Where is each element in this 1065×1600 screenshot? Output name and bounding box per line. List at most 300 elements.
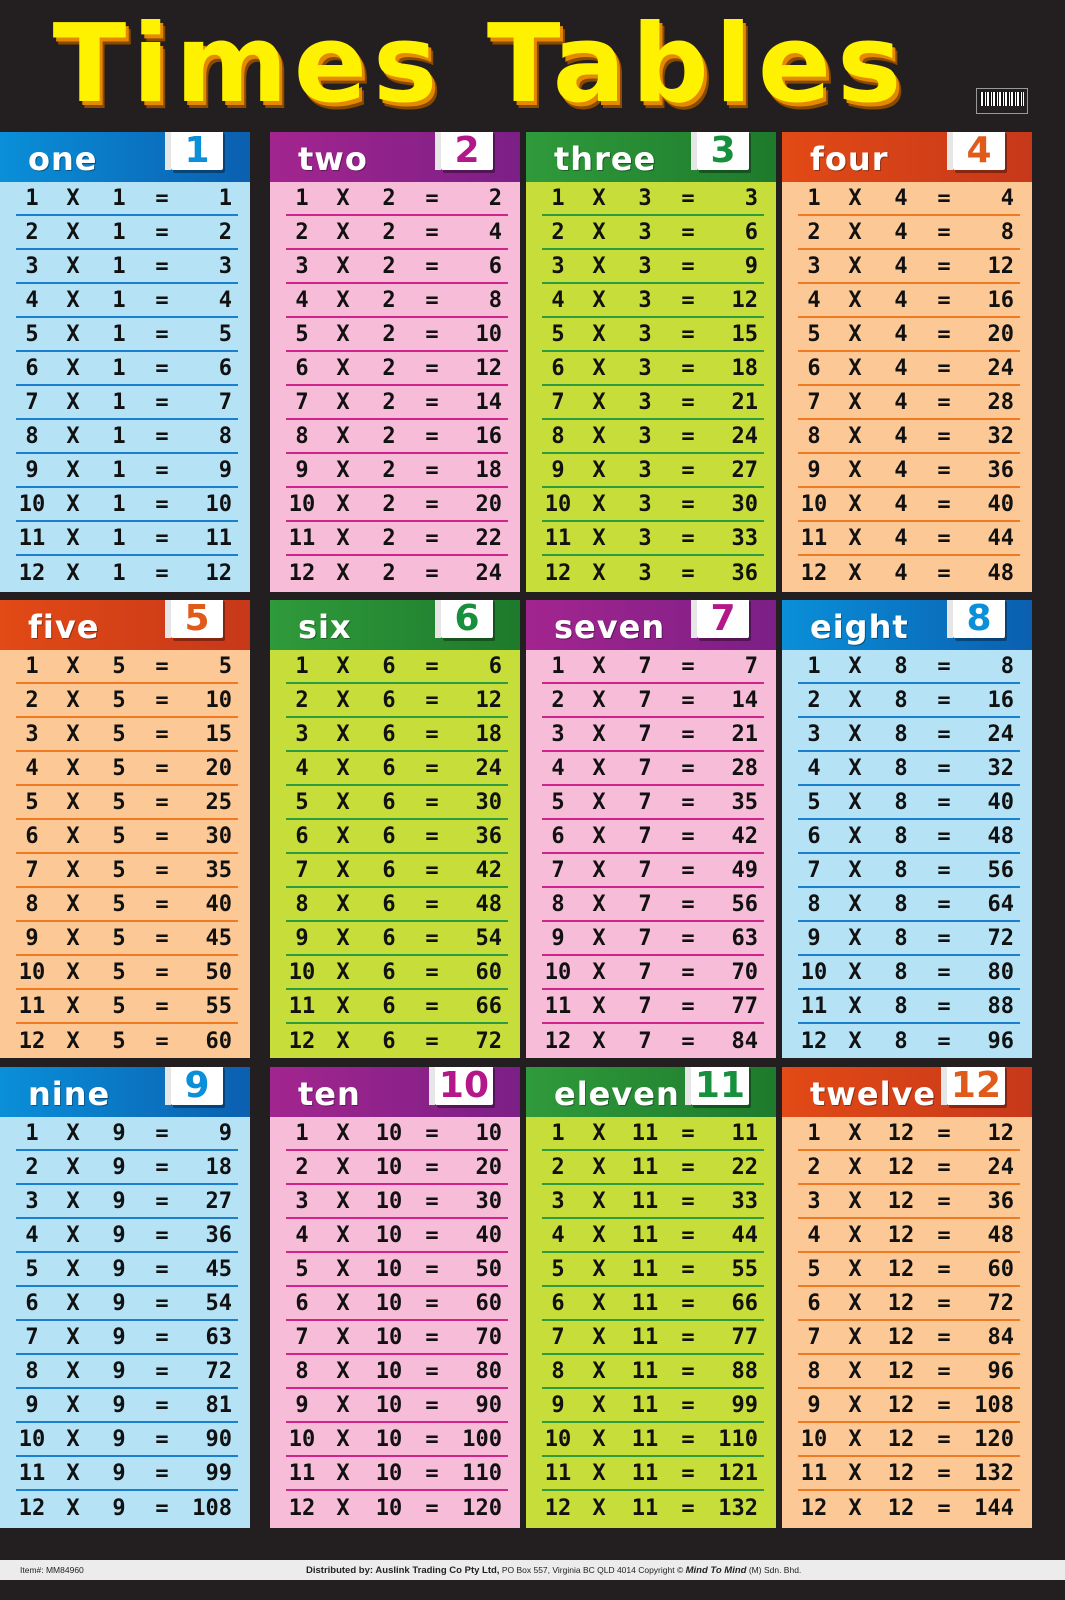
equals-sign: = bbox=[937, 857, 951, 883]
product: 16 bbox=[987, 687, 1014, 713]
product: 20 bbox=[205, 755, 232, 781]
times-sign: X bbox=[848, 721, 862, 747]
times-sign: X bbox=[336, 925, 350, 951]
times-sign: X bbox=[336, 525, 350, 551]
table-row bbox=[542, 318, 764, 352]
multiplier: 7 bbox=[25, 389, 39, 415]
multiplicand: 7 bbox=[638, 891, 652, 917]
table-row bbox=[286, 1151, 508, 1185]
equals-sign: = bbox=[937, 1222, 951, 1248]
times-sign: X bbox=[66, 721, 80, 747]
multiplier: 11 bbox=[18, 1460, 46, 1486]
product: 44 bbox=[731, 1222, 758, 1248]
footer-brand-suffix: (M) Sdn. Bhd. bbox=[748, 1565, 802, 1575]
equals-sign: = bbox=[425, 959, 439, 985]
multiplier: 10 bbox=[288, 491, 316, 517]
times-sign: X bbox=[848, 1256, 862, 1282]
product: 40 bbox=[987, 491, 1014, 517]
product: 18 bbox=[475, 457, 502, 483]
product: 36 bbox=[205, 1222, 232, 1248]
table-row bbox=[798, 1151, 1020, 1185]
times-sign: X bbox=[592, 721, 606, 747]
multiplier: 6 bbox=[807, 355, 821, 381]
multiplicand: 10 bbox=[375, 1290, 403, 1316]
times-sign: X bbox=[66, 253, 80, 279]
multiplier: 7 bbox=[807, 389, 821, 415]
product: 48 bbox=[987, 823, 1014, 849]
multiplicand: 1 bbox=[112, 491, 126, 517]
multiplier: 3 bbox=[551, 721, 565, 747]
equals-sign: = bbox=[155, 1290, 169, 1316]
equals-sign: = bbox=[425, 653, 439, 679]
table-row bbox=[16, 250, 238, 284]
times-sign: X bbox=[592, 1028, 606, 1054]
multiplicand: 6 bbox=[382, 993, 396, 1019]
multiplier: 12 bbox=[18, 1495, 46, 1521]
times-sign: X bbox=[66, 755, 80, 781]
times-sign: X bbox=[66, 823, 80, 849]
equals-sign: = bbox=[425, 219, 439, 245]
footer bbox=[0, 1560, 1065, 1580]
times-sign: X bbox=[592, 857, 606, 883]
table-header bbox=[782, 600, 1032, 650]
multiplicand: 11 bbox=[631, 1256, 659, 1282]
times-sign: X bbox=[66, 1120, 80, 1146]
equals-sign: = bbox=[155, 993, 169, 1019]
multiplier: 3 bbox=[807, 253, 821, 279]
multiplier: 11 bbox=[800, 1460, 828, 1486]
table-row bbox=[798, 786, 1020, 820]
equals-sign: = bbox=[425, 1358, 439, 1384]
multiplier: 8 bbox=[295, 423, 309, 449]
table-number-badge: 2 bbox=[441, 132, 493, 170]
product: 30 bbox=[475, 1188, 502, 1214]
table-row bbox=[798, 718, 1020, 752]
table-row bbox=[542, 990, 764, 1024]
times-sign: X bbox=[848, 959, 862, 985]
product: 72 bbox=[475, 1028, 502, 1054]
product: 6 bbox=[488, 653, 502, 679]
table-body bbox=[782, 1117, 1032, 1528]
table-number-badge: 7 bbox=[697, 600, 749, 638]
table-row bbox=[286, 854, 508, 888]
product: 21 bbox=[731, 389, 758, 415]
times-sign: X bbox=[336, 355, 350, 381]
times-sign: X bbox=[336, 857, 350, 883]
equals-sign: = bbox=[425, 1495, 439, 1521]
multiplier: 8 bbox=[25, 423, 39, 449]
multiplier: 2 bbox=[295, 219, 309, 245]
product: 45 bbox=[205, 1256, 232, 1282]
equals-sign: = bbox=[681, 891, 695, 917]
table-header bbox=[782, 1067, 1032, 1117]
equals-sign: = bbox=[681, 525, 695, 551]
table-word: eleven bbox=[554, 1075, 680, 1113]
table-body bbox=[0, 182, 250, 592]
product: 36 bbox=[731, 560, 758, 586]
multiplier: 9 bbox=[295, 1392, 309, 1418]
times-sign: X bbox=[66, 1358, 80, 1384]
table-row bbox=[798, 454, 1020, 488]
times-sign: X bbox=[336, 491, 350, 517]
times-sign: X bbox=[66, 1290, 80, 1316]
table-row bbox=[286, 922, 508, 956]
multiplicand: 10 bbox=[375, 1222, 403, 1248]
table-row bbox=[286, 284, 508, 318]
multiplicand: 3 bbox=[638, 389, 652, 415]
table-row bbox=[798, 1423, 1020, 1457]
table-row bbox=[16, 820, 238, 854]
table-panel-three bbox=[526, 132, 776, 592]
equals-sign: = bbox=[937, 1188, 951, 1214]
table-row bbox=[16, 718, 238, 752]
times-sign: X bbox=[66, 891, 80, 917]
equals-sign: = bbox=[937, 219, 951, 245]
times-sign: X bbox=[66, 1222, 80, 1248]
multiplicand: 5 bbox=[112, 721, 126, 747]
equals-sign: = bbox=[155, 1028, 169, 1054]
multiplicand: 3 bbox=[638, 491, 652, 517]
table-word: four bbox=[810, 140, 889, 178]
table-panel-six bbox=[270, 600, 520, 1058]
times-sign: X bbox=[66, 687, 80, 713]
multiplicand: 7 bbox=[638, 687, 652, 713]
product: 4 bbox=[1000, 185, 1014, 211]
multiplicand: 10 bbox=[375, 1358, 403, 1384]
multiplier: 11 bbox=[800, 993, 828, 1019]
table-panel-four bbox=[782, 132, 1032, 592]
equals-sign: = bbox=[155, 491, 169, 517]
product: 9 bbox=[744, 253, 758, 279]
product: 22 bbox=[731, 1154, 758, 1180]
multiplicand: 2 bbox=[382, 219, 396, 245]
multiplicand: 7 bbox=[638, 789, 652, 815]
table-row bbox=[542, 1321, 764, 1355]
table-body bbox=[782, 182, 1032, 592]
multiplier: 6 bbox=[551, 355, 565, 381]
equals-sign: = bbox=[937, 1358, 951, 1384]
multiplicand: 3 bbox=[638, 457, 652, 483]
equals-sign: = bbox=[681, 925, 695, 951]
times-sign: X bbox=[592, 1154, 606, 1180]
equals-sign: = bbox=[937, 925, 951, 951]
table-row bbox=[542, 752, 764, 786]
multiplier: 8 bbox=[551, 891, 565, 917]
times-sign: X bbox=[336, 1324, 350, 1350]
product: 44 bbox=[987, 525, 1014, 551]
equals-sign: = bbox=[681, 959, 695, 985]
equals-sign: = bbox=[425, 253, 439, 279]
table-row bbox=[286, 454, 508, 488]
equals-sign: = bbox=[155, 219, 169, 245]
multiplicand: 11 bbox=[631, 1358, 659, 1384]
times-sign: X bbox=[592, 185, 606, 211]
multiplier: 10 bbox=[544, 491, 572, 517]
multiplicand: 4 bbox=[894, 560, 908, 586]
table-word: nine bbox=[28, 1075, 111, 1113]
product: 110 bbox=[718, 1426, 758, 1452]
table-row bbox=[542, 556, 764, 590]
times-sign: X bbox=[66, 491, 80, 517]
product: 66 bbox=[731, 1290, 758, 1316]
table-header bbox=[526, 132, 776, 182]
multiplicand: 1 bbox=[112, 321, 126, 347]
times-sign: X bbox=[336, 1495, 350, 1521]
multiplicand: 7 bbox=[638, 823, 652, 849]
table-row bbox=[286, 250, 508, 284]
multiplicand: 4 bbox=[894, 287, 908, 313]
multiplicand: 8 bbox=[894, 687, 908, 713]
times-sign: X bbox=[66, 789, 80, 815]
multiplier: 6 bbox=[551, 1290, 565, 1316]
multiplicand: 6 bbox=[382, 891, 396, 917]
table-row bbox=[798, 488, 1020, 522]
product: 27 bbox=[205, 1188, 232, 1214]
multiplier: 9 bbox=[807, 925, 821, 951]
multiplicand: 4 bbox=[894, 423, 908, 449]
times-sign: X bbox=[592, 653, 606, 679]
multiplier: 1 bbox=[295, 185, 309, 211]
multiplier: 11 bbox=[544, 525, 572, 551]
table-row bbox=[286, 216, 508, 250]
multiplier: 1 bbox=[25, 653, 39, 679]
multiplicand: 5 bbox=[112, 823, 126, 849]
multiplier: 5 bbox=[295, 1256, 309, 1282]
table-row bbox=[16, 386, 238, 420]
multiplicand: 12 bbox=[887, 1188, 915, 1214]
table-panel-nine bbox=[0, 1067, 250, 1528]
table-row bbox=[798, 650, 1020, 684]
table-row bbox=[542, 216, 764, 250]
multiplier: 12 bbox=[288, 560, 316, 586]
table-row bbox=[798, 854, 1020, 888]
multiplicand: 3 bbox=[638, 321, 652, 347]
multiplicand: 12 bbox=[887, 1256, 915, 1282]
times-sign: X bbox=[848, 1392, 862, 1418]
multiplicand: 5 bbox=[112, 687, 126, 713]
times-sign: X bbox=[592, 1495, 606, 1521]
table-word: five bbox=[28, 608, 100, 646]
multiplicand: 4 bbox=[894, 389, 908, 415]
product: 48 bbox=[987, 1222, 1014, 1248]
product: 11 bbox=[731, 1120, 758, 1146]
times-sign: X bbox=[848, 287, 862, 313]
times-sign: X bbox=[848, 1188, 862, 1214]
footer-distribution bbox=[306, 1560, 801, 1581]
multiplier: 7 bbox=[551, 857, 565, 883]
equals-sign: = bbox=[155, 560, 169, 586]
equals-sign: = bbox=[681, 321, 695, 347]
equals-sign: = bbox=[155, 525, 169, 551]
times-sign: X bbox=[848, 1154, 862, 1180]
product: 6 bbox=[488, 253, 502, 279]
times-sign: X bbox=[848, 389, 862, 415]
footer-brand: Mind To Mind bbox=[685, 1565, 747, 1576]
times-sign: X bbox=[336, 389, 350, 415]
multiplier: 3 bbox=[25, 253, 39, 279]
table-row bbox=[16, 1253, 238, 1287]
multiplicand: 5 bbox=[112, 857, 126, 883]
equals-sign: = bbox=[937, 653, 951, 679]
times-sign: X bbox=[66, 1324, 80, 1350]
table-header bbox=[0, 1067, 250, 1117]
product: 77 bbox=[731, 993, 758, 1019]
multiplicand: 7 bbox=[638, 959, 652, 985]
product: 15 bbox=[205, 721, 232, 747]
table-row bbox=[16, 1219, 238, 1253]
equals-sign: = bbox=[155, 355, 169, 381]
times-sign: X bbox=[336, 1154, 350, 1180]
table-number-badge: 3 bbox=[697, 132, 749, 170]
table-row bbox=[16, 650, 238, 684]
product: 27 bbox=[731, 457, 758, 483]
product: 9 bbox=[218, 1120, 232, 1146]
multiplier: 12 bbox=[288, 1028, 316, 1054]
equals-sign: = bbox=[155, 1324, 169, 1350]
multiplicand: 5 bbox=[112, 755, 126, 781]
multiplicand: 1 bbox=[112, 287, 126, 313]
multiplier: 1 bbox=[807, 653, 821, 679]
multiplicand: 8 bbox=[894, 789, 908, 815]
product: 6 bbox=[744, 219, 758, 245]
table-row bbox=[542, 1457, 764, 1491]
table-row bbox=[16, 284, 238, 318]
multiplicand: 3 bbox=[638, 287, 652, 313]
product: 40 bbox=[987, 789, 1014, 815]
table-header bbox=[782, 132, 1032, 182]
equals-sign: = bbox=[937, 1392, 951, 1418]
multiplier: 8 bbox=[807, 1358, 821, 1384]
table-row bbox=[542, 522, 764, 556]
product: 100 bbox=[462, 1426, 502, 1452]
multiplicand: 4 bbox=[894, 457, 908, 483]
multiplicand: 3 bbox=[638, 560, 652, 586]
product: 28 bbox=[731, 755, 758, 781]
times-sign: X bbox=[336, 287, 350, 313]
product: 56 bbox=[987, 857, 1014, 883]
table-header bbox=[526, 600, 776, 650]
multiplicand: 3 bbox=[638, 525, 652, 551]
table-row bbox=[286, 1219, 508, 1253]
multiplier: 2 bbox=[25, 687, 39, 713]
product: 30 bbox=[205, 823, 232, 849]
table-row bbox=[798, 1253, 1020, 1287]
equals-sign: = bbox=[681, 1222, 695, 1248]
multiplicand: 12 bbox=[887, 1460, 915, 1486]
multiplier: 4 bbox=[25, 755, 39, 781]
multiplier: 6 bbox=[295, 1290, 309, 1316]
times-sign: X bbox=[592, 219, 606, 245]
multiplier: 11 bbox=[288, 525, 316, 551]
equals-sign: = bbox=[425, 1290, 439, 1316]
title-text: Times Tables bbox=[52, 2, 908, 127]
times-sign: X bbox=[66, 1426, 80, 1452]
table-word: one bbox=[28, 140, 98, 178]
multiplicand: 4 bbox=[894, 525, 908, 551]
times-sign: X bbox=[592, 1290, 606, 1316]
times-sign: X bbox=[592, 525, 606, 551]
multiplier: 8 bbox=[807, 891, 821, 917]
multiplier: 4 bbox=[25, 1222, 39, 1248]
product: 49 bbox=[731, 857, 758, 883]
table-row bbox=[542, 820, 764, 854]
product: 88 bbox=[731, 1358, 758, 1384]
product: 110 bbox=[462, 1460, 502, 1486]
equals-sign: = bbox=[425, 1460, 439, 1486]
times-sign: X bbox=[336, 721, 350, 747]
multiplier: 12 bbox=[800, 1495, 828, 1521]
product: 72 bbox=[987, 1290, 1014, 1316]
multiplicand: 12 bbox=[887, 1392, 915, 1418]
table-row bbox=[798, 820, 1020, 854]
times-sign: X bbox=[66, 1495, 80, 1521]
multiplier: 4 bbox=[295, 755, 309, 781]
times-sign: X bbox=[848, 253, 862, 279]
table-row bbox=[16, 990, 238, 1024]
multiplier: 2 bbox=[551, 219, 565, 245]
table-row bbox=[798, 956, 1020, 990]
equals-sign: = bbox=[425, 789, 439, 815]
equals-sign: = bbox=[681, 721, 695, 747]
multiplicand: 12 bbox=[887, 1358, 915, 1384]
product: 96 bbox=[987, 1028, 1014, 1054]
table-row bbox=[542, 1491, 764, 1525]
multiplicand: 11 bbox=[631, 1120, 659, 1146]
multiplicand: 10 bbox=[375, 1426, 403, 1452]
multiplier: 2 bbox=[25, 1154, 39, 1180]
table-row bbox=[16, 182, 238, 216]
times-sign: X bbox=[848, 355, 862, 381]
equals-sign: = bbox=[681, 185, 695, 211]
equals-sign: = bbox=[681, 789, 695, 815]
table-row bbox=[798, 684, 1020, 718]
multiplier: 9 bbox=[25, 457, 39, 483]
times-sign: X bbox=[66, 423, 80, 449]
times-sign: X bbox=[336, 653, 350, 679]
table-body bbox=[0, 650, 250, 1058]
multiplicand: 4 bbox=[894, 321, 908, 347]
equals-sign: = bbox=[425, 1028, 439, 1054]
times-sign: X bbox=[592, 755, 606, 781]
multiplicand: 12 bbox=[887, 1222, 915, 1248]
multiplier: 6 bbox=[295, 823, 309, 849]
table-header bbox=[270, 1067, 520, 1117]
product: 8 bbox=[1000, 219, 1014, 245]
table-row bbox=[542, 888, 764, 922]
product: 11 bbox=[205, 525, 232, 551]
equals-sign: = bbox=[937, 1256, 951, 1282]
product: 12 bbox=[987, 1120, 1014, 1146]
multiplier: 6 bbox=[807, 823, 821, 849]
poster-title bbox=[0, 0, 1065, 130]
multiplicand: 7 bbox=[638, 993, 652, 1019]
table-row bbox=[542, 1219, 764, 1253]
multiplier: 5 bbox=[807, 789, 821, 815]
product: 40 bbox=[205, 891, 232, 917]
product: 14 bbox=[475, 389, 502, 415]
table-panel-ten bbox=[270, 1067, 520, 1528]
times-sign: X bbox=[592, 1120, 606, 1146]
multiplier: 7 bbox=[807, 857, 821, 883]
equals-sign: = bbox=[937, 1324, 951, 1350]
equals-sign: = bbox=[681, 1358, 695, 1384]
product: 24 bbox=[475, 560, 502, 586]
equals-sign: = bbox=[425, 857, 439, 883]
table-word: eight bbox=[810, 608, 909, 646]
multiplier: 8 bbox=[551, 1358, 565, 1384]
product: 54 bbox=[475, 925, 502, 951]
table-panel-two bbox=[270, 132, 520, 592]
